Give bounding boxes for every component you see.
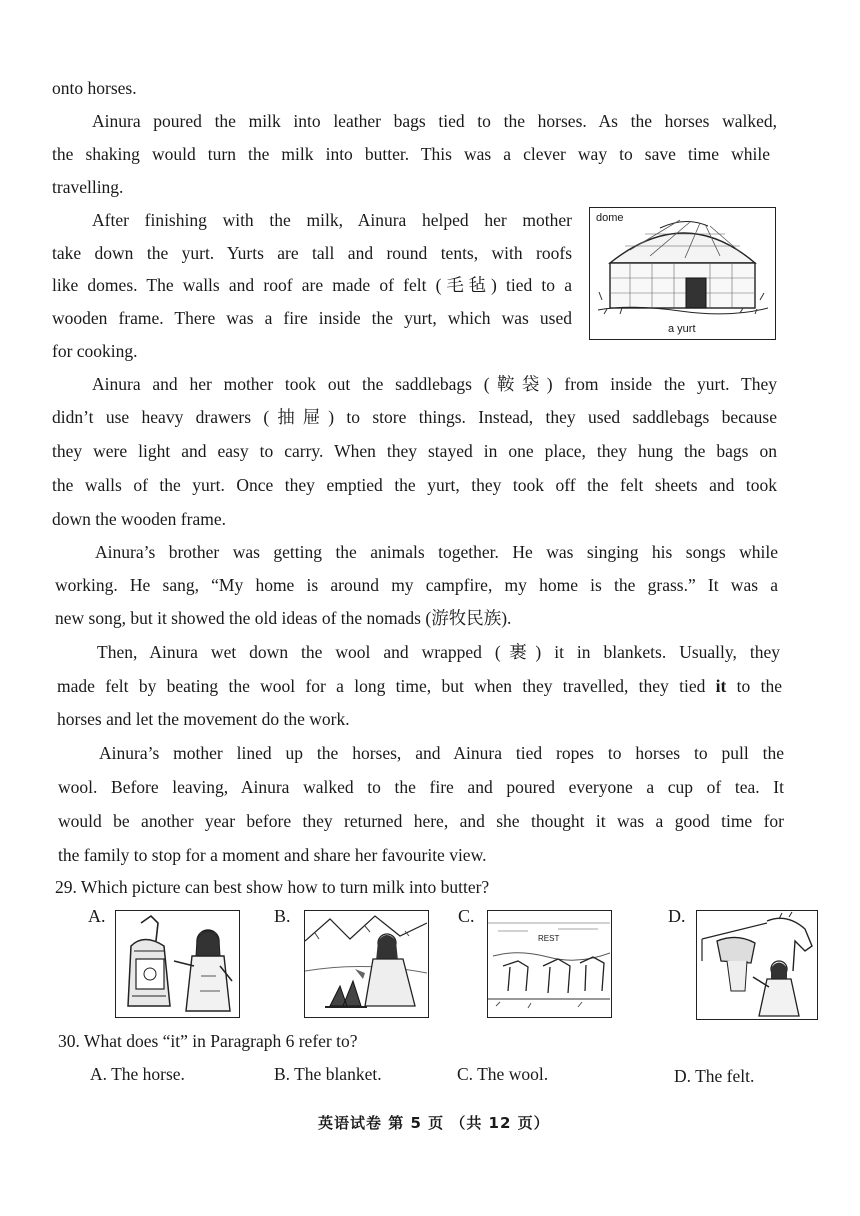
passage-line-text: Ainura poured the milk into leather bags tied to the horses. As the horses walked, [92,111,777,131]
passage-line-text: would be another year before they returned here, and she thought it was a good time for [58,811,784,831]
passage-line-text: they were light and easy to carry. When they stayed in one place, they hung the bags on [52,441,777,461]
passage-line: for cooking. [52,341,138,361]
passage-line-text: didn’t use heavy drawers (抽屉) to store things. Instead, they used saddlebags because [52,407,777,427]
passage-line: horses and let the movement do the work. [57,709,350,729]
passage-line-text: Ainura’s brother was getting the animals together. He was singing his songs while [95,542,778,562]
question-29-stem: 29. Which picture can best show how to turn milk into butter? [55,877,490,897]
passage-line: new song, but it showed the old ideas of the nomads (游牧民族). [55,608,512,628]
passage-text: made felt by beating the wool for a long time, but when they travelled, they tied [57,676,716,696]
passage-line-text: Then, Ainura wet down the wool and wrapped (裹) it in blankets. Usually, they [97,642,780,662]
q29-option-a-letter[interactable]: A. [88,906,106,926]
passage-line [92,110,777,132]
q29-option-b-letter[interactable]: B. [274,906,291,926]
passage-line [58,810,784,832]
passage-line-text: Ainura’s mother lined up the horses, and Ainura tied ropes to horses to pull the [99,743,784,763]
passage-line-text: the walls of the yurt. Once they emptied the yurt, they took off the felt sheets and took [52,475,777,495]
q30-option-b[interactable]: B. The blanket. [274,1064,382,1084]
c-picture-sign: REST [538,934,560,943]
passage-line-text: the shaking would turn the milk into butter. This was a clever way to save time while [52,144,770,164]
passage-line-text: Ainura and her mother took out the saddlebags (鞍袋) from inside the yurt. They [92,374,777,394]
passage-line-text: After finishing with the milk, Ainura helped her mother [92,210,572,230]
bold-it: it [715,676,727,696]
q30-option-a[interactable]: A. The horse. [90,1064,185,1084]
passage-line [52,307,572,329]
passage-line-text: wooden frame. There was a fire inside the yurt, which was used [52,308,572,328]
yurt-caption: a yurt [668,323,696,335]
passage-line [92,209,572,231]
passage-line: down the wooden frame. [52,509,226,529]
passage-line-text: take down the yurt. Yurts are tall and round tents, with roofs [52,243,572,263]
girl-by-campfire-illustration [305,911,427,1016]
q30-option-c[interactable]: C. The wool. [457,1064,549,1084]
passage-line [97,641,780,663]
q29-option-d-picture[interactable] [696,910,818,1020]
passage-line [52,274,572,296]
passage-line [55,574,778,596]
girl-with-horse-and-bag-illustration [697,911,816,1018]
passage-line-text: working. He sang, “My home is around my campfire, my home is the grass.” It was a [55,575,778,595]
passage-line [52,474,777,496]
passage-line [52,406,777,428]
passage-line [52,143,770,165]
passage-line-text [57,675,782,697]
passage-line [95,541,778,563]
horses-travelling-illustration [488,911,610,1016]
page-footer: 英语试卷 第 5 页 （共 12 页） [318,1114,550,1132]
question-30-stem: 30. What does “it” in Paragraph 6 refer to? [58,1031,358,1051]
q29-option-b-picture[interactable] [304,910,429,1018]
passage-line [57,675,782,697]
yurt-figure [589,207,776,340]
girl-with-saddlebag-illustration [116,911,238,1016]
yurt-illustration [590,208,774,338]
passage-line-text: like domes. The walls and roof are made of felt (毛毡) tied to a [52,275,572,295]
passage-line-text: wool. Before leaving, Ainura walked to the fire and poured everyone a cup of tea. It [58,777,784,797]
passage-line: the family to stop for a moment and share her favourite view. [58,845,487,865]
passage-line [52,242,572,264]
q29-option-d-letter[interactable]: D. [668,906,686,926]
passage-line [92,373,777,395]
passage-line [58,776,784,798]
passage-line [52,440,777,462]
passage-text: to the [726,676,782,696]
q30-option-d[interactable]: D. The felt. [674,1066,755,1086]
q29-option-a-picture[interactable] [115,910,240,1018]
passage-line: onto horses. [52,78,137,98]
passage-line [99,742,784,764]
q29-option-c-picture[interactable] [487,910,612,1018]
passage-line: travelling. [52,177,124,197]
dome-label: dome [596,212,624,224]
q29-option-c-letter[interactable]: C. [458,906,475,926]
